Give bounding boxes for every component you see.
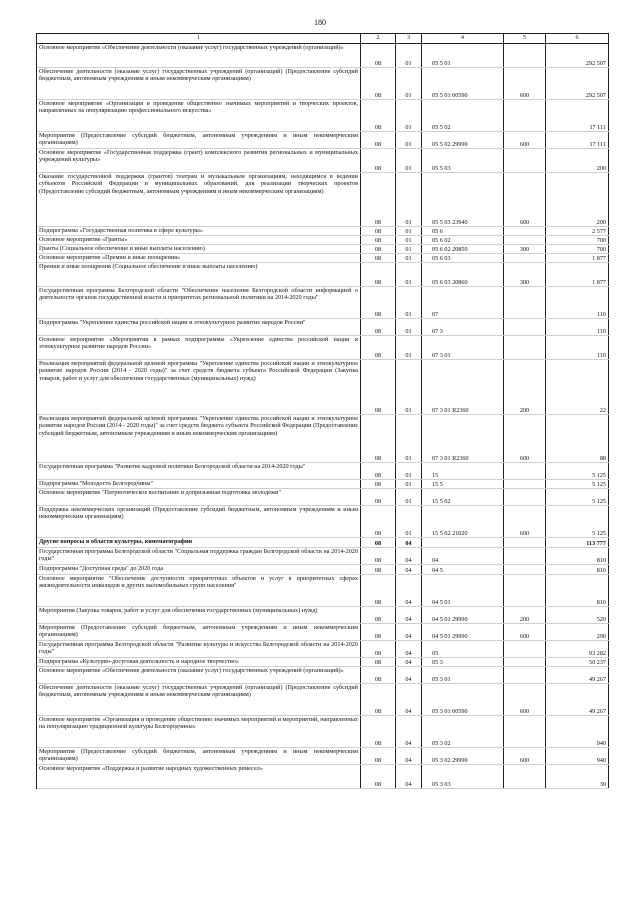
row-expense-type <box>504 716 546 747</box>
row-description: Мероприятия (Закупка товаров, работ и услуг для обеспечения государственных (муниципальных) нужд) <box>37 607 361 623</box>
row-target-code: 04 5 01 29990 <box>422 624 504 640</box>
row-subsection: 01 <box>396 100 422 131</box>
table-row <box>37 575 609 607</box>
row-subsection: 01 <box>396 68 422 99</box>
row-section: 08 <box>361 173 396 226</box>
row-expense-type <box>504 227 546 235</box>
table-row <box>37 658 609 667</box>
row-subsection: 04 <box>396 538 422 547</box>
header-col-5: 5 <box>504 34 546 43</box>
row-description: Мероприятия (Предоставление субсидий бюджетным, автономным учреждениям и иным некоммерческим организациям) <box>37 748 361 764</box>
row-subsection: 04 <box>396 748 422 764</box>
row-amount: 93 282 <box>546 641 609 657</box>
row-target-code: 04 5 01 <box>422 575 504 606</box>
row-amount: 5 125 <box>546 506 609 537</box>
row-amount: 810 <box>546 575 609 606</box>
table-row <box>37 538 609 548</box>
row-amount: 1 877 <box>546 254 609 262</box>
row-expense-type <box>504 641 546 657</box>
row-target-code: 05 5 02 <box>422 100 504 131</box>
table-row <box>37 360 609 415</box>
row-target-code: 05 5 01 <box>422 44 504 67</box>
table-row <box>37 415 609 463</box>
row-description: Основное мероприятие «Обеспечение деятельности (оказание услуг) государственных учреждений (организаций)» <box>37 44 361 67</box>
row-target-code: 05 3 01 00590 <box>422 684 504 715</box>
row-subsection: 01 <box>396 480 422 488</box>
row-expense-type <box>504 319 546 335</box>
row-subsection: 01 <box>396 463 422 479</box>
row-amount: 49 267 <box>546 684 609 715</box>
row-expense-type <box>504 100 546 131</box>
row-target-code: 15 5 02 21020 <box>422 506 504 537</box>
row-expense-type <box>504 149 546 172</box>
row-description: Подпрограмма "Укрепление единства российской нации и этнокультурное развитие народов России" <box>37 319 361 335</box>
row-expense-type: 600 <box>504 624 546 640</box>
row-expense-type: 600 <box>504 415 546 462</box>
row-subsection: 01 <box>396 245 422 253</box>
row-subsection: 01 <box>396 319 422 335</box>
row-target-code: 05 <box>422 641 504 657</box>
table-row <box>37 748 609 765</box>
row-expense-type <box>504 575 546 606</box>
row-description: Подпрограмма «Государственная политика в сфере культуры» <box>37 227 361 235</box>
row-section: 08 <box>361 236 396 244</box>
row-description: Основное мероприятие «Гранты» <box>37 236 361 244</box>
row-amount: 113 777 <box>546 538 609 547</box>
row-description: Реализация мероприятий федеральной целевой программы "Укрепление единства российской нации и этнокультурное развитие народов России (2014 - 2020 годы)" за счет средств бюджета субъекта Российской Федерации (Закупка товаров, работ и услуг для обеспечения государственных (муниципальных) нужд) <box>37 360 361 414</box>
row-section: 08 <box>361 548 396 564</box>
header-col-2: 2 <box>361 34 396 43</box>
row-amount: 88 <box>546 415 609 462</box>
row-subsection: 01 <box>396 489 422 505</box>
table-row <box>37 132 609 149</box>
row-amount: 110 <box>546 336 609 359</box>
row-description: Основное мероприятие «Организация и проведение общественно значимых мероприятий и мероприятий, направленных на популяризацию традиционной культуры Белгородчины» <box>37 716 361 747</box>
row-amount: 50 237 <box>546 658 609 666</box>
row-section: 08 <box>361 748 396 764</box>
row-description: Основное мероприятие "Обеспечение доступности приоритетных объектов и услуг в приоритетных сферах жизнедеятельности инвалидов и других маломобильных групп населения" <box>37 575 361 606</box>
row-subsection: 04 <box>396 548 422 564</box>
row-expense-type <box>504 44 546 67</box>
row-section: 08 <box>361 463 396 479</box>
row-expense-type <box>504 254 546 262</box>
row-amount: 49 267 <box>546 667 609 683</box>
row-subsection: 01 <box>396 506 422 537</box>
table-row <box>37 765 609 789</box>
table-row <box>37 480 609 489</box>
row-description: Государственная программа Белгородской области "Социальная поддержка граждан Белгородской области на 2014-2020 годы" <box>37 548 361 564</box>
row-amount: 200 <box>546 173 609 226</box>
row-target-code: 15 <box>422 463 504 479</box>
row-section: 08 <box>361 565 396 574</box>
table-row <box>37 68 609 100</box>
row-subsection: 04 <box>396 658 422 666</box>
row-section: 08 <box>361 100 396 131</box>
row-description: Реализация мероприятий федеральной целевой программы "Укрепление единства российской нации и этнокультурное развитие народов России (2014 - 2020 годы)" за счет средств бюджета субъекта Российской Федерации (Предоставление субсидий бюджетным, автономным учреждениям и иным некоммерческим организациям) <box>37 415 361 462</box>
page-number: 180 <box>314 18 326 27</box>
row-expense-type: 600 <box>504 506 546 537</box>
table-header <box>37 34 609 44</box>
row-subsection: 04 <box>396 667 422 683</box>
row-expense-type <box>504 538 546 547</box>
row-expense-type <box>504 336 546 359</box>
row-expense-type <box>504 489 546 505</box>
row-subsection: 04 <box>396 684 422 715</box>
row-amount: 110 <box>546 319 609 335</box>
row-description: Подпрограмма "Молодость Белгородчины" <box>37 480 361 488</box>
row-target-code: 04 5 01 29990 <box>422 607 504 623</box>
row-section: 08 <box>361 287 396 318</box>
table-row <box>37 336 609 360</box>
row-description: Государственная программа Белгородской области "Развитие культуры и искусства Белгородской области на 2014-2020 годы" <box>37 641 361 657</box>
row-amount: 5 125 <box>546 463 609 479</box>
table-row <box>37 684 609 716</box>
row-target-code: 05 5 02 29990 <box>422 132 504 148</box>
row-section: 08 <box>361 336 396 359</box>
row-target-code: 05 3 03 <box>422 765 504 788</box>
row-subsection: 01 <box>396 132 422 148</box>
row-expense-type: 200 <box>504 360 546 414</box>
row-target-code: 04 <box>422 548 504 564</box>
row-expense-type <box>504 287 546 318</box>
row-description: Государственная программа Белгородской области "Обеспечение населения Белгородской области информацией о деятельности органов государственной власти и приоритетах региональной политики на 2014-2020 годы" <box>37 287 361 318</box>
table-row <box>37 236 609 245</box>
budget-table <box>36 33 609 789</box>
row-description: Мероприятия (Предоставление субсидий бюджетным, автономным учреждениям и иным некоммерческим организациям) <box>37 624 361 640</box>
row-section: 08 <box>361 716 396 747</box>
row-target-code: 05 5 03 23940 <box>422 173 504 226</box>
row-description: Другие вопросы в области культуры, кинематографии <box>37 538 361 547</box>
row-expense-type <box>504 565 546 574</box>
row-section: 08 <box>361 489 396 505</box>
table-row <box>37 149 609 173</box>
row-expense-type: 600 <box>504 684 546 715</box>
table-row <box>37 565 609 575</box>
table-row <box>37 173 609 227</box>
row-target-code: 05 6 <box>422 227 504 235</box>
row-target-code: 05 6 03 <box>422 254 504 262</box>
header-col-6: 6 <box>546 34 609 43</box>
row-section: 08 <box>361 575 396 606</box>
row-amount: 700 <box>546 236 609 244</box>
row-subsection: 01 <box>396 227 422 235</box>
row-expense-type: 300 <box>504 263 546 286</box>
row-description: Оказание государственной поддержки (грантов) театрам и музыкальным организациям, находящимся в ведении субъектов Российской Федерации и муниципальных образований, для реализации творческих проектов (Предоставление субсидий бюджетным, автономным учреждениям и иным некоммерческим организациям) <box>37 173 361 226</box>
row-target-code: 07 3 <box>422 319 504 335</box>
row-description: Гранты (Социальное обеспечение и иные выплаты населению) <box>37 245 361 253</box>
table-row <box>37 227 609 236</box>
row-amount: 1 877 <box>546 263 609 286</box>
row-target-code: 07 3 01 <box>422 336 504 359</box>
row-subsection: 01 <box>396 173 422 226</box>
table-row <box>37 548 609 565</box>
row-amount: 940 <box>546 716 609 747</box>
row-target-code: 07 3 01 R2360 <box>422 415 504 462</box>
table-row <box>37 607 609 624</box>
row-description: Основное мероприятие «Организация и проведение общественно значимых мероприятий и творческих проектов, направленных на популяризацию профессионального искусства» <box>37 100 361 131</box>
row-section: 08 <box>361 132 396 148</box>
row-target-code: 07 <box>422 287 504 318</box>
row-target-code: 05 3 <box>422 658 504 666</box>
header-col-4: 4 <box>422 34 504 43</box>
row-section: 08 <box>361 641 396 657</box>
row-expense-type <box>504 667 546 683</box>
row-subsection: 04 <box>396 575 422 606</box>
row-expense-type <box>504 658 546 666</box>
row-section: 08 <box>361 624 396 640</box>
row-subsection: 04 <box>396 765 422 788</box>
row-section: 08 <box>361 44 396 67</box>
row-section: 08 <box>361 607 396 623</box>
row-target-code <box>422 538 504 547</box>
table-row <box>37 667 609 684</box>
table-row <box>37 641 609 658</box>
row-section: 08 <box>361 658 396 666</box>
row-target-code: 05 6 02 <box>422 236 504 244</box>
row-description: Основное мероприятие «Обеспечение деятельности (оказание услуг) государственных учреждений (организаций)» <box>37 667 361 683</box>
row-target-code: 05 6 02 20850 <box>422 245 504 253</box>
table-row <box>37 624 609 641</box>
row-description: Мероприятия (Предоставление субсидий бюджетным, автономным учреждениям и иным некоммерческим организациям) <box>37 132 361 148</box>
row-section: 08 <box>361 319 396 335</box>
row-amount: 30 <box>546 765 609 788</box>
row-section: 08 <box>361 254 396 262</box>
row-amount: 520 <box>546 607 609 623</box>
row-target-code: 05 3 02 <box>422 716 504 747</box>
table-row <box>37 506 609 538</box>
row-description: Обеспечение деятельности (оказание услуг) государственных учреждений (организаций) (Предоставление субсидий бюджетным, автономным учреждениям и иным некоммерческим организациям) <box>37 684 361 715</box>
row-amount: 5 125 <box>546 480 609 488</box>
row-amount: 5 125 <box>546 489 609 505</box>
row-subsection: 01 <box>396 44 422 67</box>
row-subsection: 04 <box>396 641 422 657</box>
row-section: 08 <box>361 227 396 235</box>
row-description: Обеспечение деятельности (оказание услуг) государственных учреждений (организаций) (Предоставление субсидий бюджетным, автономным учреждениям и иным некоммерческим организациям) <box>37 68 361 99</box>
row-section: 08 <box>361 765 396 788</box>
row-target-code: 05 5 03 <box>422 149 504 172</box>
row-amount: 290 <box>546 624 609 640</box>
row-section: 08 <box>361 667 396 683</box>
row-amount: 17 111 <box>546 100 609 131</box>
row-expense-type <box>504 548 546 564</box>
table-row <box>37 100 609 132</box>
table-row <box>37 489 609 506</box>
row-target-code: 05 5 01 00590 <box>422 68 504 99</box>
row-section: 08 <box>361 684 396 715</box>
row-amount: 292 507 <box>546 44 609 67</box>
row-amount: 22 <box>546 360 609 414</box>
row-section: 08 <box>361 149 396 172</box>
header-col-3: 3 <box>396 34 422 43</box>
row-target-code: 05 6 03 20860 <box>422 263 504 286</box>
table-row <box>37 263 609 287</box>
row-description: Основное мероприятие «Поддержка и развитие народных художественных ремесел» <box>37 765 361 788</box>
row-expense-type: 600 <box>504 68 546 99</box>
row-amount: 292 507 <box>546 68 609 99</box>
row-description: Подпрограмма "Доступная среда" до 2020 года <box>37 565 361 574</box>
row-target-code: 04 5 <box>422 565 504 574</box>
row-description: Основное мероприятие "Патриотическое воспитание и допризывная подготовка молодежи" <box>37 489 361 505</box>
table-row <box>37 245 609 254</box>
row-subsection: 04 <box>396 565 422 574</box>
row-subsection: 01 <box>396 236 422 244</box>
row-section: 08 <box>361 538 396 547</box>
row-section: 08 <box>361 360 396 414</box>
row-expense-type <box>504 765 546 788</box>
table-row <box>37 287 609 319</box>
row-amount: 810 <box>546 548 609 564</box>
row-description: Основное мероприятие «Мероприятия в рамках подпрограммы «Укрепление единства российской нации и этнокультурное развитие народов России» <box>37 336 361 359</box>
row-subsection: 01 <box>396 360 422 414</box>
table-row <box>37 254 609 263</box>
row-description: Основное мероприятие «Государственная поддержка (грант) комплексного развития региональных и муниципальных учреждений культуры» <box>37 149 361 172</box>
row-target-code: 05 3 01 <box>422 667 504 683</box>
table-row <box>37 319 609 336</box>
row-description: Поддержка некоммерческих организаций (Предоставление субсидий бюджетным, автономным учреждениям и иным некоммерческим организациям) <box>37 506 361 537</box>
row-subsection: 01 <box>396 263 422 286</box>
table-row <box>37 463 609 480</box>
row-amount: 2 577 <box>546 227 609 235</box>
row-subsection: 01 <box>396 254 422 262</box>
row-expense-type <box>504 463 546 479</box>
row-expense-type <box>504 236 546 244</box>
row-section: 08 <box>361 415 396 462</box>
row-section: 08 <box>361 480 396 488</box>
row-amount: 110 <box>546 287 609 318</box>
row-subsection: 01 <box>396 336 422 359</box>
row-target-code: 15 5 <box>422 480 504 488</box>
table-row <box>37 716 609 748</box>
row-subsection: 04 <box>396 716 422 747</box>
header-col-1: 1 <box>37 34 361 43</box>
row-amount: 200 <box>546 149 609 172</box>
row-description: Подпрограмма «Культурно-досуговая деятельность и народное творчество» <box>37 658 361 666</box>
row-expense-type: 600 <box>504 748 546 764</box>
row-expense-type: 200 <box>504 607 546 623</box>
row-target-code: 15 5 02 <box>422 489 504 505</box>
row-subsection: 04 <box>396 624 422 640</box>
row-section: 08 <box>361 245 396 253</box>
row-amount: 940 <box>546 748 609 764</box>
row-target-code: 07 3 01 R2360 <box>422 360 504 414</box>
row-description: Премии и иные поощрения (Социальное обеспечение и иные выплаты населению) <box>37 263 361 286</box>
row-description: Государственная программа "Развитие кадровой политики Белгородской области на 2014-2020 годы" <box>37 463 361 479</box>
row-amount: 17 111 <box>546 132 609 148</box>
row-description: Основное мероприятие «Премии и иные поощрения» <box>37 254 361 262</box>
row-amount: 700 <box>546 245 609 253</box>
row-subsection: 01 <box>396 149 422 172</box>
row-expense-type: 600 <box>504 132 546 148</box>
row-section: 08 <box>361 68 396 99</box>
row-expense-type: 600 <box>504 173 546 226</box>
row-subsection: 01 <box>396 287 422 318</box>
row-section: 08 <box>361 263 396 286</box>
row-subsection: 01 <box>396 415 422 462</box>
row-section: 08 <box>361 506 396 537</box>
row-expense-type: 300 <box>504 245 546 253</box>
row-expense-type <box>504 480 546 488</box>
row-subsection: 04 <box>396 607 422 623</box>
table-row <box>37 44 609 68</box>
row-amount: 810 <box>546 565 609 574</box>
row-target-code: 05 3 02 29990 <box>422 748 504 764</box>
